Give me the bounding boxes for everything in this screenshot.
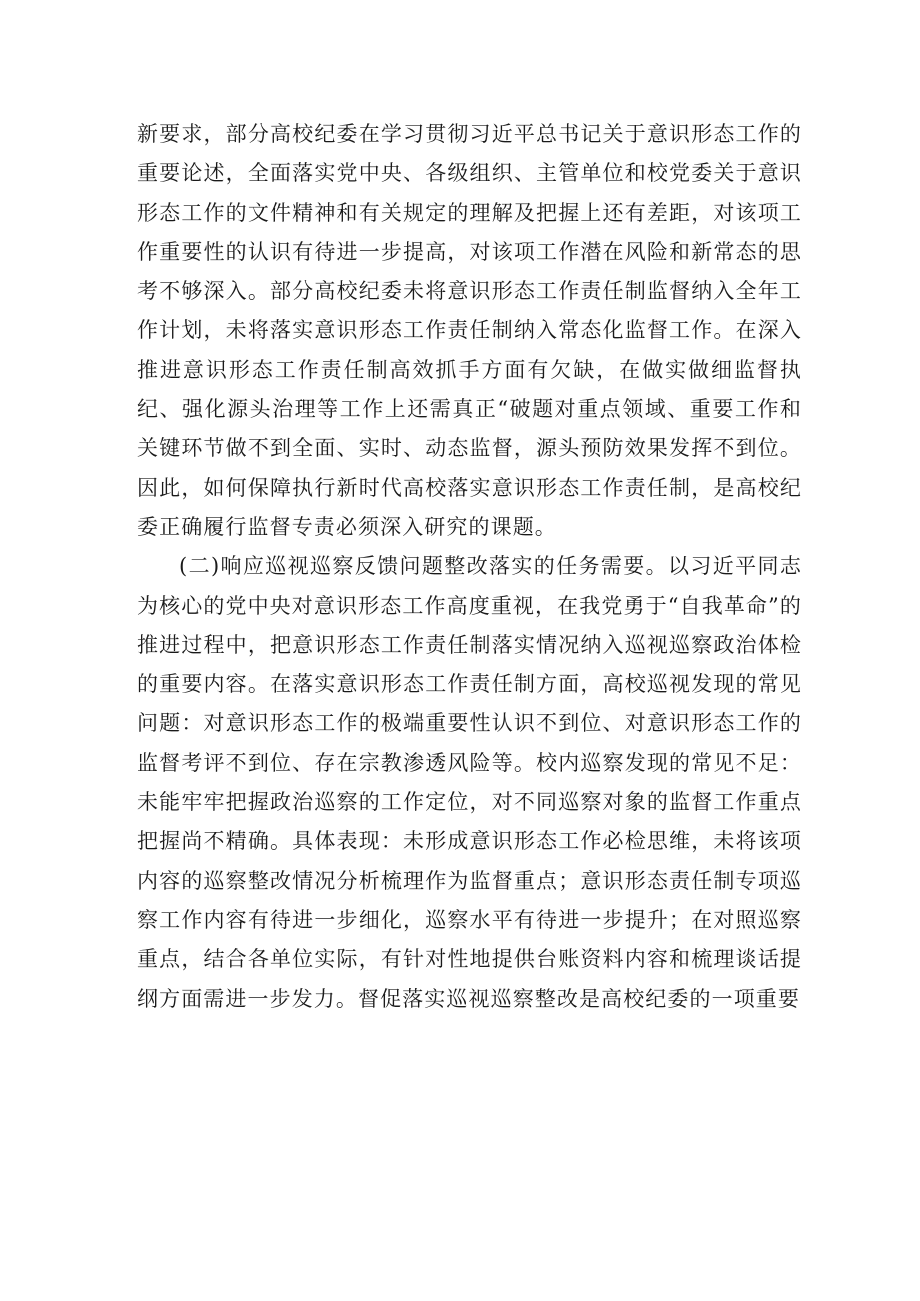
body-text <box>137 115 802 1019</box>
paragraph-section-two: (二)响应巡视巡察反馈问题整改落实的任务需要。以习近平同志为核心的党中央对意识形态工作高度重视，在我党勇于“自我革命”的推进过程中，把意识形态工作责任制落实情况纳入巡视巡察政治体检的重要内容。在落实意识形态工作责任制方面，高校巡视发现的常见问题：对意识形态工作的极端重要性认识不到位、对意识形态工作的监督考评不到位、存在宗教渗透风险等。校内巡察发现的常见不足：未能牢牢把握政治巡察的工作定位，对不同巡察对象的监督工作重点把握尚不精确。具体表现：未形成意识形态工作必检思维，未将该项内容的巡察整改情况分析梳理作为监督重点；意识形态责任制专项巡察工作内容有待进一步细化，巡察水平有待进一步提升；在对照巡察重点，结合各单位实际，有针对性地提供台账资料内容和梳理谈话提纲方面需进一步发力。督促落实巡视巡察整改是高校纪委的一项重要 <box>137 554 802 1011</box>
paragraph-continuation: 新要求，部分高校纪委在学习贯彻习近平总书记关于意识形态工作的重要论述，全面落实党中央、各级组织、主管单位和校党委关于意识形态工作的文件精神和有关规定的理解及把握上还有差距，对该项工作重要性的认识有待进一步提高，对该项工作潜在风险和新常态的思考不够深入。部分高校纪委未将意识形态工作责任制监督纳入全年工作计划，未将落实意识形态工作责任制纳入常态化监督工作。在深入推进意识形态工作责任制高效抓手方面有欠缺，在做实做细监督执纪、强化源头治理等工作上还需真正“破题对重点领域、重要工作和关键环节做不到全面、实时、动态监督，源头预防效果发挥不到位。因此，如何保障执行新时代高校落实意识形态工作责任制，是高校纪委正确履行监督专责必须深入研究的课题。 <box>137 122 802 539</box>
